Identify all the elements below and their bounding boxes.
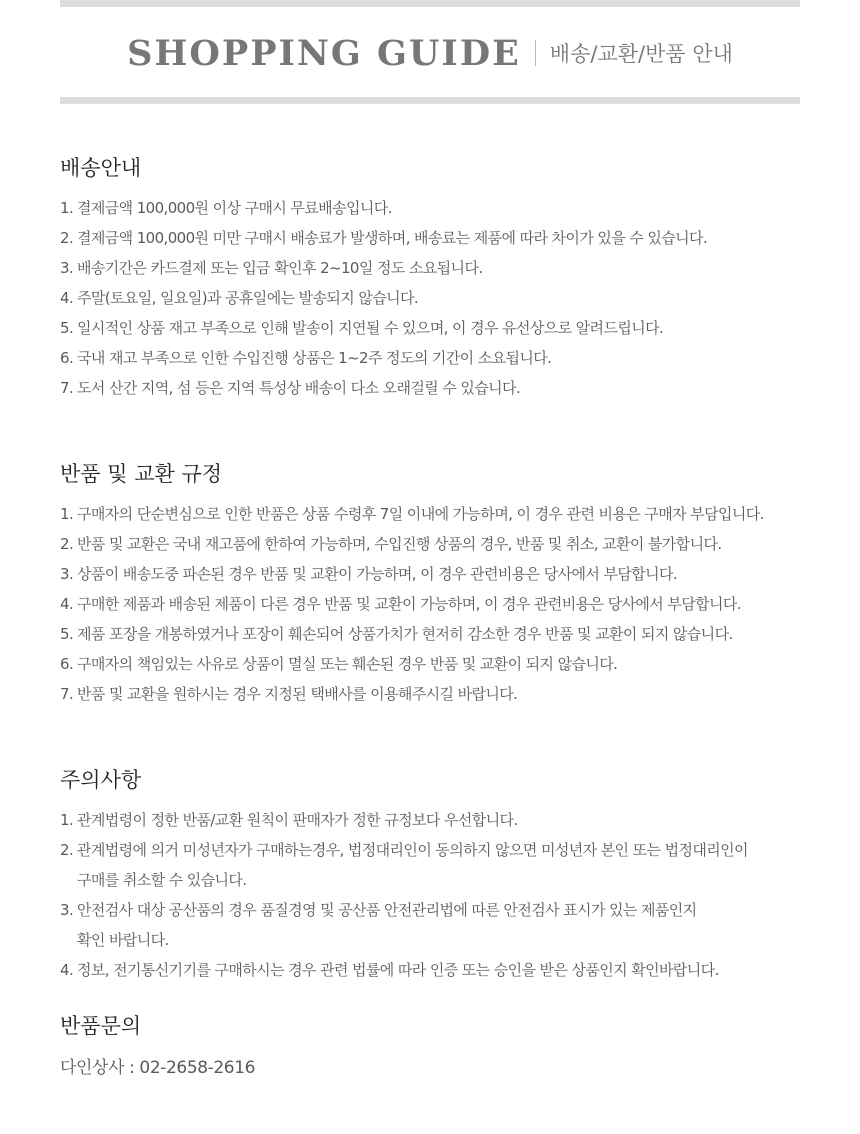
item-number: 7. xyxy=(60,379,74,397)
returns-item xyxy=(60,679,820,709)
item-text: 배송기간은 카드결제 또는 입금 확인후 2~10일 정도 소요됩니다. xyxy=(77,259,483,277)
notice-item xyxy=(60,895,820,955)
item-number: 4. xyxy=(60,595,74,613)
contact-phone: 다인상사 : 02-2658-2616 xyxy=(60,1058,256,1078)
item-number: 5. xyxy=(60,625,74,643)
returns-item xyxy=(60,559,820,589)
shipping-list xyxy=(60,193,820,403)
item-number: 2. xyxy=(60,229,74,247)
item-number: 4. xyxy=(60,961,74,979)
item-text: 결제금액 100,000원 미만 구매시 배송료가 발생하며, 배송료는 제품에 따라 차이가 있을 수 있습니다. xyxy=(77,229,708,247)
item-text: 반품 및 교환을 원하시는 경우 지정된 택배사를 이용해주시길 바랍니다. xyxy=(77,685,518,703)
notice-section-title: 주의사항 xyxy=(60,768,142,792)
item-text: 구매한 제품과 배송된 제품이 다른 경우 반품 및 교환이 가능하며, 이 경우 관련비용은 당사에서 부담합니다. xyxy=(77,595,741,613)
shipping-item xyxy=(60,193,820,223)
notice-item xyxy=(60,835,820,895)
notice-item xyxy=(60,805,820,835)
item-text: 제품 포장을 개봉하였거나 포장이 훼손되어 상품가치가 현저히 감소한 경우 반품 및 교환이 되지 않습니다. xyxy=(77,625,733,643)
item-text: 상품이 배송도중 파손된 경우 반품 및 교환이 가능하며, 이 경우 관련비용은 당사에서 부담합니다. xyxy=(77,565,678,583)
returns-list xyxy=(60,499,820,709)
shipping-item xyxy=(60,223,820,253)
item-text: 안전검사 대상 공산품의 경우 품질경영 및 공산품 안전관리법에 따른 안전검사 표시가 있는 제품인지 xyxy=(77,901,697,919)
top-divider-bar xyxy=(60,0,800,7)
item-number: 4. xyxy=(60,289,74,307)
returns-item xyxy=(60,589,820,619)
item-text: 국내 재고 부족으로 인한 수입진행 상품은 1~2주 정도의 기간이 소요됩니다. xyxy=(77,349,552,367)
guide-title: SHOPPING GUIDE xyxy=(127,32,521,74)
shipping-section-title: 배송안내 xyxy=(60,156,142,180)
notice-item xyxy=(60,955,820,985)
item-number: 2. xyxy=(60,841,74,859)
item-text: 결제금액 100,000원 이상 구매시 무료배송입니다. xyxy=(77,199,392,217)
returns-item xyxy=(60,499,820,529)
item-number: 3. xyxy=(60,901,74,919)
item-text-continued: 확인 바랍니다. xyxy=(77,931,169,949)
item-number: 5. xyxy=(60,319,74,337)
guide-header xyxy=(0,30,860,76)
item-text: 정보, 전기통신기기를 구매하시는 경우 관련 법률에 따라 인증 또는 승인을 받은 상품인지 확인바랍니다. xyxy=(77,961,719,979)
item-text: 도서 산간 지역, 섬 등은 지역 특성상 배송이 다소 오래걸릴 수 있습니다. xyxy=(77,379,521,397)
inquiry-section-title: 반품문의 xyxy=(60,1014,142,1038)
title-divider xyxy=(535,40,536,66)
item-text: 구매자의 책임있는 사유로 상품이 멸실 또는 훼손된 경우 반품 및 교환이 되지 않습니다. xyxy=(77,655,618,673)
shipping-item xyxy=(60,373,820,403)
item-number: 6. xyxy=(60,655,74,673)
item-number: 6. xyxy=(60,349,74,367)
item-text: 관계법령에 의거 미성년자가 구매하는경우, 법정대리인이 동의하지 않으면 미성년자 본인 또는 법정대리인이 xyxy=(77,841,748,859)
returns-section-title: 반품 및 교환 규정 xyxy=(60,462,223,486)
bottom-divider-bar xyxy=(60,97,800,104)
shipping-item xyxy=(60,283,820,313)
item-number: 3. xyxy=(60,565,74,583)
item-text: 반품 및 교환은 국내 재고품에 한하여 가능하며, 수입진행 상품의 경우, 반품 및 취소, 교환이 불가합니다. xyxy=(77,535,722,553)
returns-item xyxy=(60,619,820,649)
item-text-continued: 구매를 취소할 수 있습니다. xyxy=(77,871,247,889)
item-number: 1. xyxy=(60,811,74,829)
shipping-item xyxy=(60,313,820,343)
item-number: 1. xyxy=(60,199,74,217)
guide-subtitle: 배송/교환/반품 안내 xyxy=(549,42,733,66)
item-number: 2. xyxy=(60,535,74,553)
item-number: 7. xyxy=(60,685,74,703)
returns-item xyxy=(60,529,820,559)
item-text: 관계법령이 정한 반품/교환 원칙이 판매자가 정한 규정보다 우선합니다. xyxy=(77,811,518,829)
notice-list xyxy=(60,805,820,985)
item-text: 구매자의 단순변심으로 인한 반품은 상품 수령후 7일 이내에 가능하며, 이 경우 관련 비용은 구매자 부담입니다. xyxy=(77,505,764,523)
returns-item xyxy=(60,649,820,679)
item-number: 3. xyxy=(60,259,74,277)
item-text: 일시적인 상품 재고 부족으로 인해 발송이 지연될 수 있으며, 이 경우 유선상으로 알려드립니다. xyxy=(77,319,664,337)
shipping-item xyxy=(60,343,820,373)
item-number: 1. xyxy=(60,505,74,523)
item-text: 주말(토요일, 일요일)과 공휴일에는 발송되지 않습니다. xyxy=(77,289,419,307)
shipping-item xyxy=(60,253,820,283)
